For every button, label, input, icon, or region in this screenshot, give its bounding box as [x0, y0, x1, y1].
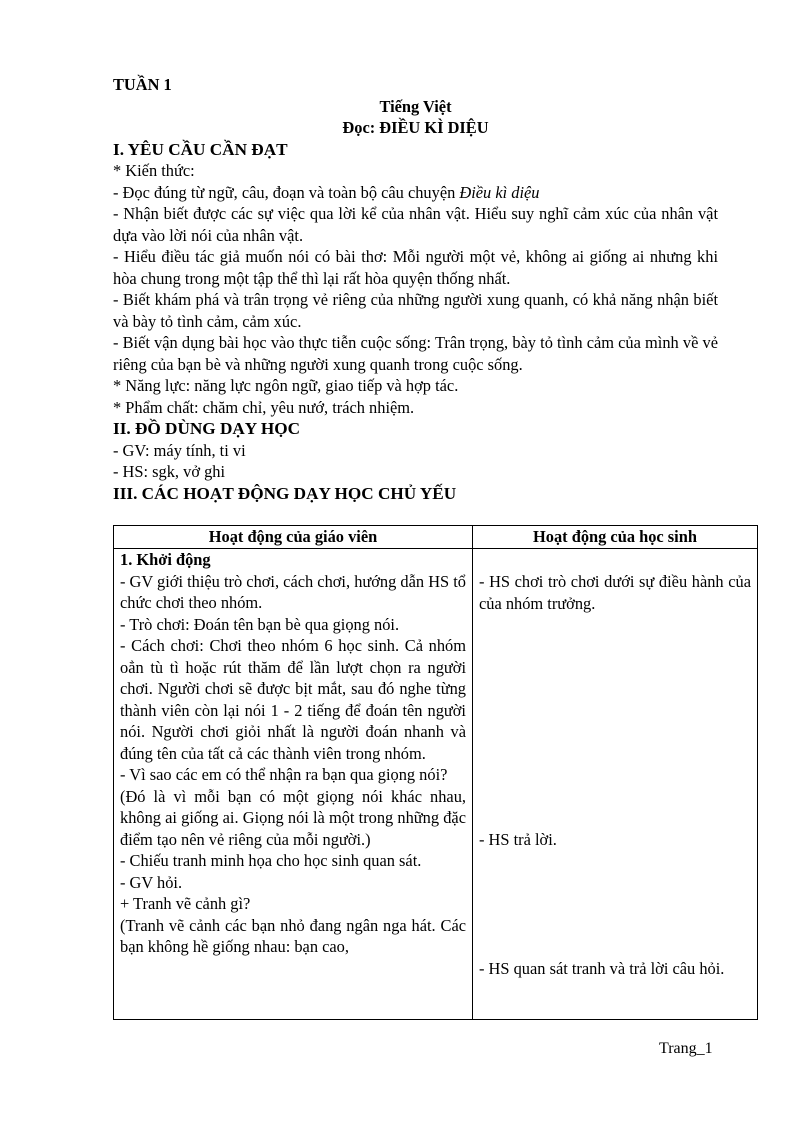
- lesson-title: Đọc: ĐIỀU KÌ DIỆU: [342, 118, 489, 137]
- teacher-line: + Tranh vẽ cảnh gì?: [120, 894, 251, 913]
- teacher-line: - Cách chơi: Chơi theo nhóm 6 học sinh. Cả nhóm oẳn tù tì hoặc rút thăm để lần lượt chọn ra người chơi. Người chơi sẽ được bịt mắt, sau đó nghe từng thành viên còn lại nói 1 - 2 tiếng để đoán tên người nói. Người chơi giỏi nhất là người đoán nhanh và đúng tên của tất cả các thành viên trong nhóm.: [120, 636, 466, 763]
- teacher-line: - GV giới thiệu trò chơi, cách chơi, hướng dẫn HS tổ chức chơi theo nhóm.: [120, 571, 466, 612]
- objective-line-1: [113, 182, 718, 204]
- objective-line-1-text: - Đọc đúng từ ngữ, câu, đoạn và toàn bộ câu chuyện: [113, 182, 460, 202]
- activity-heading: 1. Khởi động: [120, 550, 211, 569]
- table-header-row: [114, 526, 758, 549]
- teacher-line: - Chiếu tranh minh họa cho học sinh quan sát.: [120, 851, 422, 870]
- week-label: TUẦN 1: [113, 75, 172, 94]
- student-line: - HS trả lời.: [479, 830, 557, 849]
- student-materials: - HS: sgk, vở ghi: [113, 462, 226, 481]
- section3-heading: III. CÁC HOẠT ĐỘNG DẠY HỌC CHỦ YẾU: [113, 483, 457, 503]
- student-activity-cell: [473, 549, 758, 1020]
- teacher-materials: - GV: máy tính, ti vi: [113, 440, 246, 460]
- table-row: [114, 549, 758, 1020]
- teacher-activity-cell: [114, 549, 473, 1020]
- student-column-header: Hoạt động của học sinh: [473, 526, 758, 549]
- page-number: Trang_1: [659, 1040, 713, 1057]
- section1-heading: I. YÊU CẦU CẦN ĐẠT: [113, 139, 288, 159]
- teacher-line: - Vì sao các em có thể nhận ra bạn qua giọng nói?: [120, 765, 448, 784]
- teacher-line: - Trò chơi: Đoán tên bạn bè qua giọng nói.: [120, 614, 400, 634]
- student-line: - HS chơi trò chơi dưới sự điều hành của của nhóm trưởng.: [479, 572, 751, 613]
- activities-table: [113, 525, 758, 1020]
- competence-line: * Năng lực: năng lực ngôn ngữ, giao tiếp và hợp tác.: [113, 376, 459, 395]
- section2-heading: II. ĐỒ DÙNG DẠY HỌC: [113, 419, 300, 438]
- document-body: [113, 74, 718, 504]
- subject-title: Tiếng Việt: [379, 96, 452, 116]
- objective-line-2: - Nhận biết được các sự việc qua lời kể của nhân vật. Hiểu suy nghĩ cảm xúc của nhân vật dựa vào lời nói của nhân vật.: [113, 204, 718, 245]
- teacher-column-header: Hoạt động của giáo viên: [114, 526, 473, 549]
- student-line: - HS quan sát tranh và trả lời câu hỏi.: [479, 959, 725, 978]
- story-title: Điều kì diệu: [459, 182, 540, 202]
- teacher-line: (Tranh vẽ cảnh các bạn nhỏ đang ngân nga hát. Các bạn không hề giống nhau: bạn cao,: [120, 915, 466, 956]
- objective-line-4: - Biết khám phá và trân trọng vẻ riêng của những người xung quanh, có khả năng nhận biết và bày tỏ tình cảm, cảm xúc.: [113, 290, 718, 331]
- teacher-line: - GV hỏi.: [120, 872, 183, 892]
- objective-line-3: - Hiểu điều tác giả muốn nói có bài thơ: Mỗi người một vẻ, không ai giống ai nhưng khi hòa chung trong một tập thể thì lại rất hòa quyện thống nhất.: [113, 247, 718, 288]
- knowledge-label: * Kiến thức:: [113, 161, 195, 180]
- objective-line-5: - Biết vận dụng bài học vào thực tiễn cuộc sống: Trân trọng, bày tỏ tình cảm của mình về vẻ riêng của bạn bè và những người xung quanh trong cuộc sống.: [113, 333, 718, 374]
- teacher-line: (Đó là vì mỗi bạn có một giọng nói khác nhau, không ai giống ai. Giọng nói là một trong những đặc điểm tạo nên vẻ riêng của mỗi người.): [120, 786, 466, 849]
- qualities-line: * Phẩm chất: chăm chỉ, yêu nướ, trách nhiệm.: [113, 397, 415, 417]
